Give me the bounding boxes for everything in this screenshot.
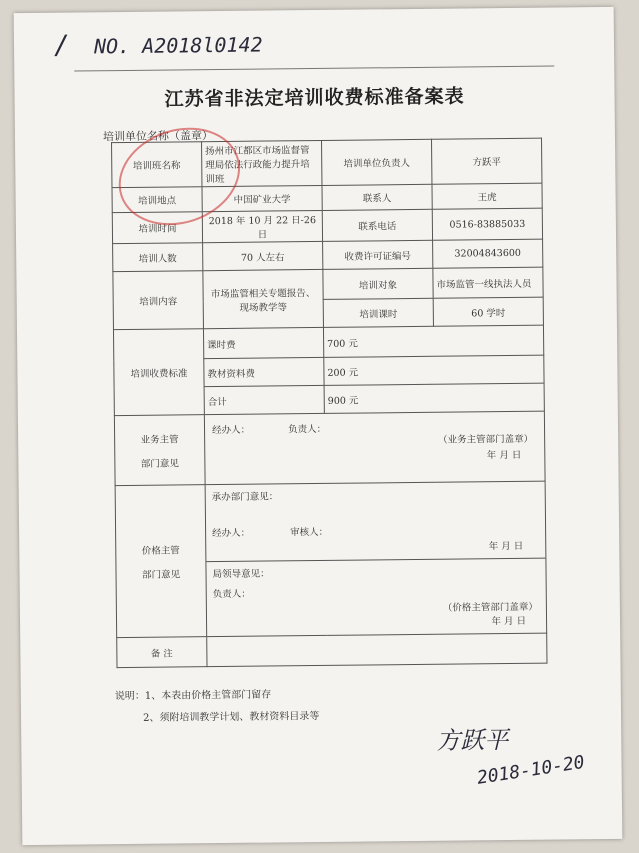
serial-number: NO. A2018l0142 [93, 32, 263, 59]
fee-label: 培训收费标准 [113, 329, 204, 416]
content-label: 培训内容 [113, 271, 204, 330]
price-dept-label [115, 485, 207, 638]
materials-value: 200 元 [324, 355, 544, 385]
time-value: 2018 年 10 月 22 日-26 日 [202, 210, 322, 242]
content-value: 市场监管相关专题报告、现场教学等 [203, 269, 324, 328]
price-dept-opinion-cell [205, 481, 547, 637]
biz-label-line2: 部门意见 [140, 457, 179, 470]
dept-opinion: 承办部门意见： [211, 491, 279, 504]
location-value: 中国矿业大学 [202, 185, 322, 211]
biz-label-line1: 业务主管 [140, 433, 179, 446]
price-date-1: 年 月 日 [488, 540, 524, 553]
biz-responsible: 负责人： [287, 423, 327, 436]
handwritten-date: 2018-10-20 [475, 751, 586, 789]
contact-label: 联系人 [322, 184, 432, 210]
leader-value: 方跃平 [432, 138, 542, 184]
biz-dept-label [114, 415, 205, 486]
bureau-opinion: 局领导意见： [212, 568, 270, 581]
handwritten-mark: / [53, 30, 70, 61]
tuition-label: 课时费 [203, 327, 323, 358]
form-title: 江苏省非法定培训收费标准备案表 [164, 85, 465, 111]
materials-label: 教材资料费 [204, 357, 324, 386]
handwritten-signature: 方跃平 [436, 726, 509, 755]
total-value: 900 元 [324, 383, 544, 413]
leader-label: 培训单位负责人 [322, 139, 432, 185]
price-label-line1: 价格主管 [141, 544, 180, 557]
license-label: 收费许可证编号 [323, 240, 433, 269]
phone-label: 联系电话 [322, 209, 432, 241]
note-line-1: 说明：1、本表由价格主管部门留存 [114, 689, 272, 703]
hours-label: 培训课时 [323, 298, 433, 327]
filing-form-table [111, 138, 547, 668]
price-handler: 经办人： [212, 527, 251, 540]
document-page [14, 7, 623, 845]
count-label: 培训人数 [113, 243, 203, 272]
remarks-value [207, 633, 547, 667]
remarks-label: 备 注 [117, 637, 207, 668]
tuition-value: 700 元 [323, 325, 543, 357]
price-seal-text: （价格主管部门盖章） [442, 601, 538, 614]
price-label-line2: 部门意见 [141, 568, 181, 581]
contact-value: 王虎 [432, 183, 542, 209]
unit-name-label: 培训单位名称（盖章） [102, 129, 214, 144]
title-rule [74, 66, 554, 72]
count-value: 70 人左右 [203, 241, 323, 270]
license-value: 32004843600 [433, 239, 543, 268]
biz-handler: 经办人： [211, 424, 251, 437]
bureau-responsible: 负责人： [212, 588, 251, 601]
target-value: 市场监管一线执法人员 [433, 267, 543, 298]
total-label: 合计 [204, 385, 324, 414]
time-label: 培训时间 [112, 212, 202, 244]
biz-date: 年 月 日 [486, 449, 522, 462]
biz-dept-opinion-cell [204, 411, 545, 485]
note-line-2: 2、须附培训教学计划、教材资料目录等 [142, 711, 320, 724]
price-date-2: 年 月 日 [491, 615, 527, 628]
class-name-label: 培训班名称 [112, 142, 202, 188]
class-name-value: 扬州市江都区市场监督管理局依法行政能力提升培训班 [202, 140, 322, 186]
hours-value: 60 学时 [433, 297, 543, 326]
target-label: 培训对象 [323, 268, 433, 299]
biz-seal-text: （业务主管部门盖章） [438, 433, 534, 446]
reviewer: 审核人： [290, 526, 329, 539]
phone-value: 0516-83885033 [432, 208, 542, 240]
location-label: 培训地点 [112, 187, 202, 213]
